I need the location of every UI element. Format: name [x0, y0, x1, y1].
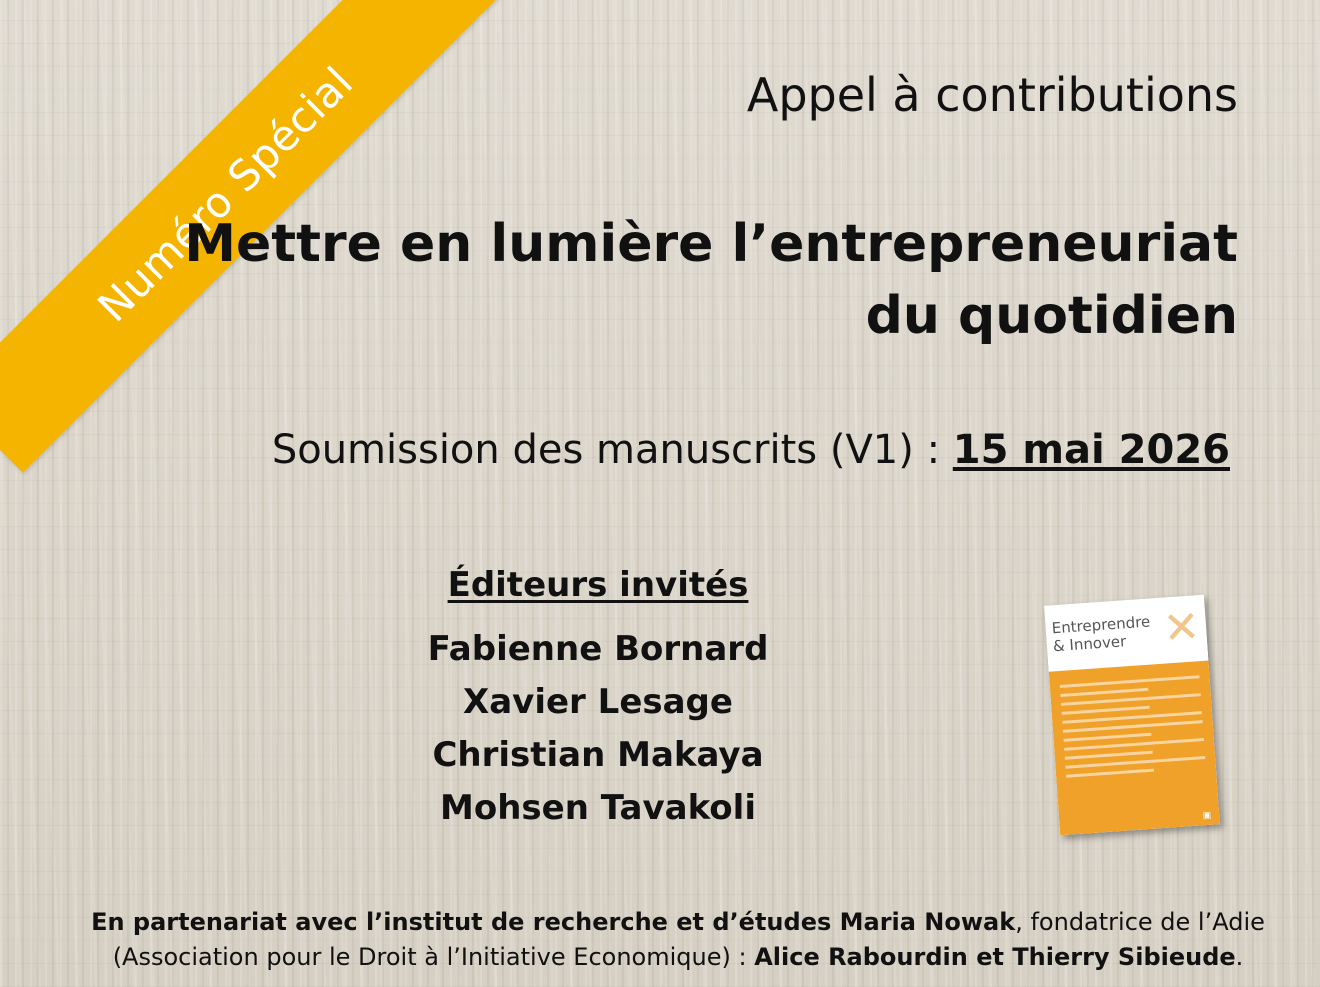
editor-name: Mohsen Tavakoli [440, 788, 756, 828]
footer-partner-institute: En partenariat avec l’institut de recherche et d’études Maria Nowak [91, 908, 1016, 936]
footer-period: . [1235, 943, 1244, 971]
footer-founder-note: , fondatrice de l’Adie [1015, 908, 1265, 936]
submission-date: 15 mai 2026 [952, 427, 1230, 473]
title-line-2: du quotidien [865, 286, 1238, 346]
cover-header [1044, 595, 1208, 672]
cover-text-line [1062, 706, 1150, 715]
guest-editors [428, 565, 769, 835]
footer-partner-names: Alice Rabourdin et Thierry Sibieude [754, 943, 1236, 971]
editors-heading: Éditeurs invités [447, 565, 749, 605]
editor-name: Xavier Lesage [463, 682, 733, 722]
footer-association: (Association pour le Droit à l’Initiative Economique) : [112, 943, 755, 971]
title-line-1: Mettre en lumière l’entrepreneuriat [184, 214, 1238, 274]
cover-text-line [1060, 688, 1148, 697]
journal-cover-image [1044, 595, 1220, 836]
call-heading: Appel à contributions [746, 68, 1238, 122]
page-title [184, 208, 1238, 352]
editor-name: Christian Makaya [432, 735, 764, 775]
editor-name: Fabienne Bornard [427, 629, 769, 669]
cover-text-line [1065, 751, 1153, 760]
footer-line-1 [0, 905, 1320, 940]
footer-line-2 [0, 940, 1320, 975]
cover-text-line [1066, 769, 1154, 778]
cover-body [1049, 661, 1220, 836]
banner-label: Numéro Spécial [87, 56, 363, 332]
publisher-logo-icon: ▣ [1202, 810, 1212, 822]
partnership-footer [0, 905, 1320, 975]
cover-title-line-1: Entreprendre [1051, 612, 1151, 638]
cover-text-line [1063, 733, 1151, 742]
cover-title [1051, 613, 1152, 656]
submission-label: Soumission des manuscrits (V1) : [271, 427, 953, 473]
cover-x-mark: ✕ [1161, 601, 1202, 655]
cover-title-line-2: & Innover [1052, 632, 1127, 656]
submission-deadline [272, 427, 1230, 473]
